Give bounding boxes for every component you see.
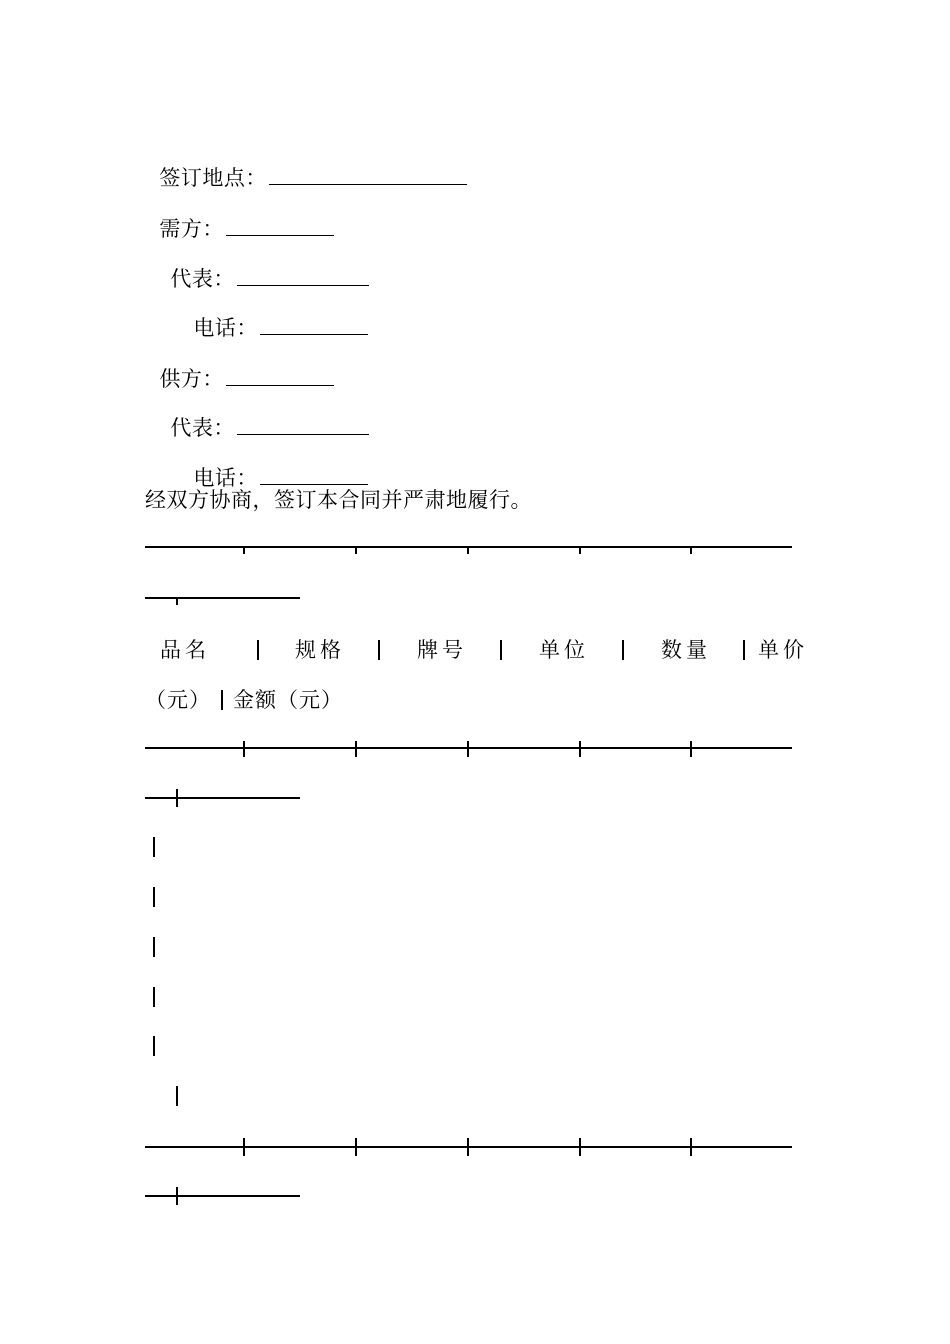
table-header-border-cont bbox=[145, 789, 305, 807]
table-body-border bbox=[153, 887, 155, 907]
buyer-blank[interactable] bbox=[226, 215, 334, 236]
col-header-unit-price: 单价 bbox=[758, 638, 808, 662]
signing-place-blank[interactable] bbox=[269, 164, 467, 185]
col-divider bbox=[743, 640, 745, 660]
seller-rep-blank[interactable] bbox=[237, 414, 369, 435]
seller-phone-blank[interactable] bbox=[260, 464, 368, 485]
seller-row bbox=[145, 337, 334, 393]
col-divider bbox=[622, 640, 624, 660]
table-body-border bbox=[153, 837, 155, 857]
table-bottom-border bbox=[145, 1138, 795, 1156]
seller-phone-row bbox=[179, 436, 368, 492]
table-top-border bbox=[145, 540, 795, 554]
col-header-spec: 规格 bbox=[295, 638, 345, 662]
seller-rep-row bbox=[156, 386, 369, 442]
buyer-phone-blank[interactable] bbox=[260, 314, 368, 335]
table-body-border bbox=[153, 937, 155, 957]
table-header-border bbox=[145, 741, 795, 757]
table-body-border bbox=[153, 1036, 155, 1056]
col-divider bbox=[257, 640, 259, 660]
col-divider bbox=[378, 640, 380, 660]
buyer-rep-row bbox=[156, 237, 369, 293]
seller-blank[interactable] bbox=[226, 365, 334, 386]
buyer-phone-row bbox=[179, 286, 368, 342]
col-header-amount: 金额（元） bbox=[233, 688, 343, 712]
col-header-brand: 牌号 bbox=[417, 638, 467, 662]
intro-sentence: 经双方协商，签订本合同并严肃地履行。 bbox=[145, 488, 532, 512]
seller-label: 供方： bbox=[159, 367, 224, 391]
buyer-row bbox=[145, 187, 334, 243]
col-header-unit: 单位 bbox=[539, 638, 589, 662]
table-top-border-cont bbox=[145, 591, 305, 605]
seller-phone-label: 电话： bbox=[193, 466, 258, 490]
signing-place-row bbox=[145, 136, 467, 192]
col-divider bbox=[221, 690, 223, 710]
col-header-name: 品名 bbox=[160, 638, 210, 662]
table-body-border bbox=[176, 1086, 178, 1106]
buyer-label: 需方： bbox=[159, 217, 224, 241]
buyer-rep-blank[interactable] bbox=[237, 265, 369, 286]
table-body-border bbox=[153, 987, 155, 1007]
buyer-rep-label: 代表： bbox=[170, 267, 235, 291]
col-header-unit-price-unit: （元） bbox=[145, 688, 211, 712]
table-bottom-border-cont bbox=[145, 1187, 305, 1205]
signing-place-label: 签订地点： bbox=[159, 166, 267, 190]
col-header-quantity: 数量 bbox=[661, 638, 711, 662]
col-divider bbox=[500, 640, 502, 660]
buyer-phone-label: 电话： bbox=[193, 316, 258, 340]
seller-rep-label: 代表： bbox=[170, 416, 235, 440]
